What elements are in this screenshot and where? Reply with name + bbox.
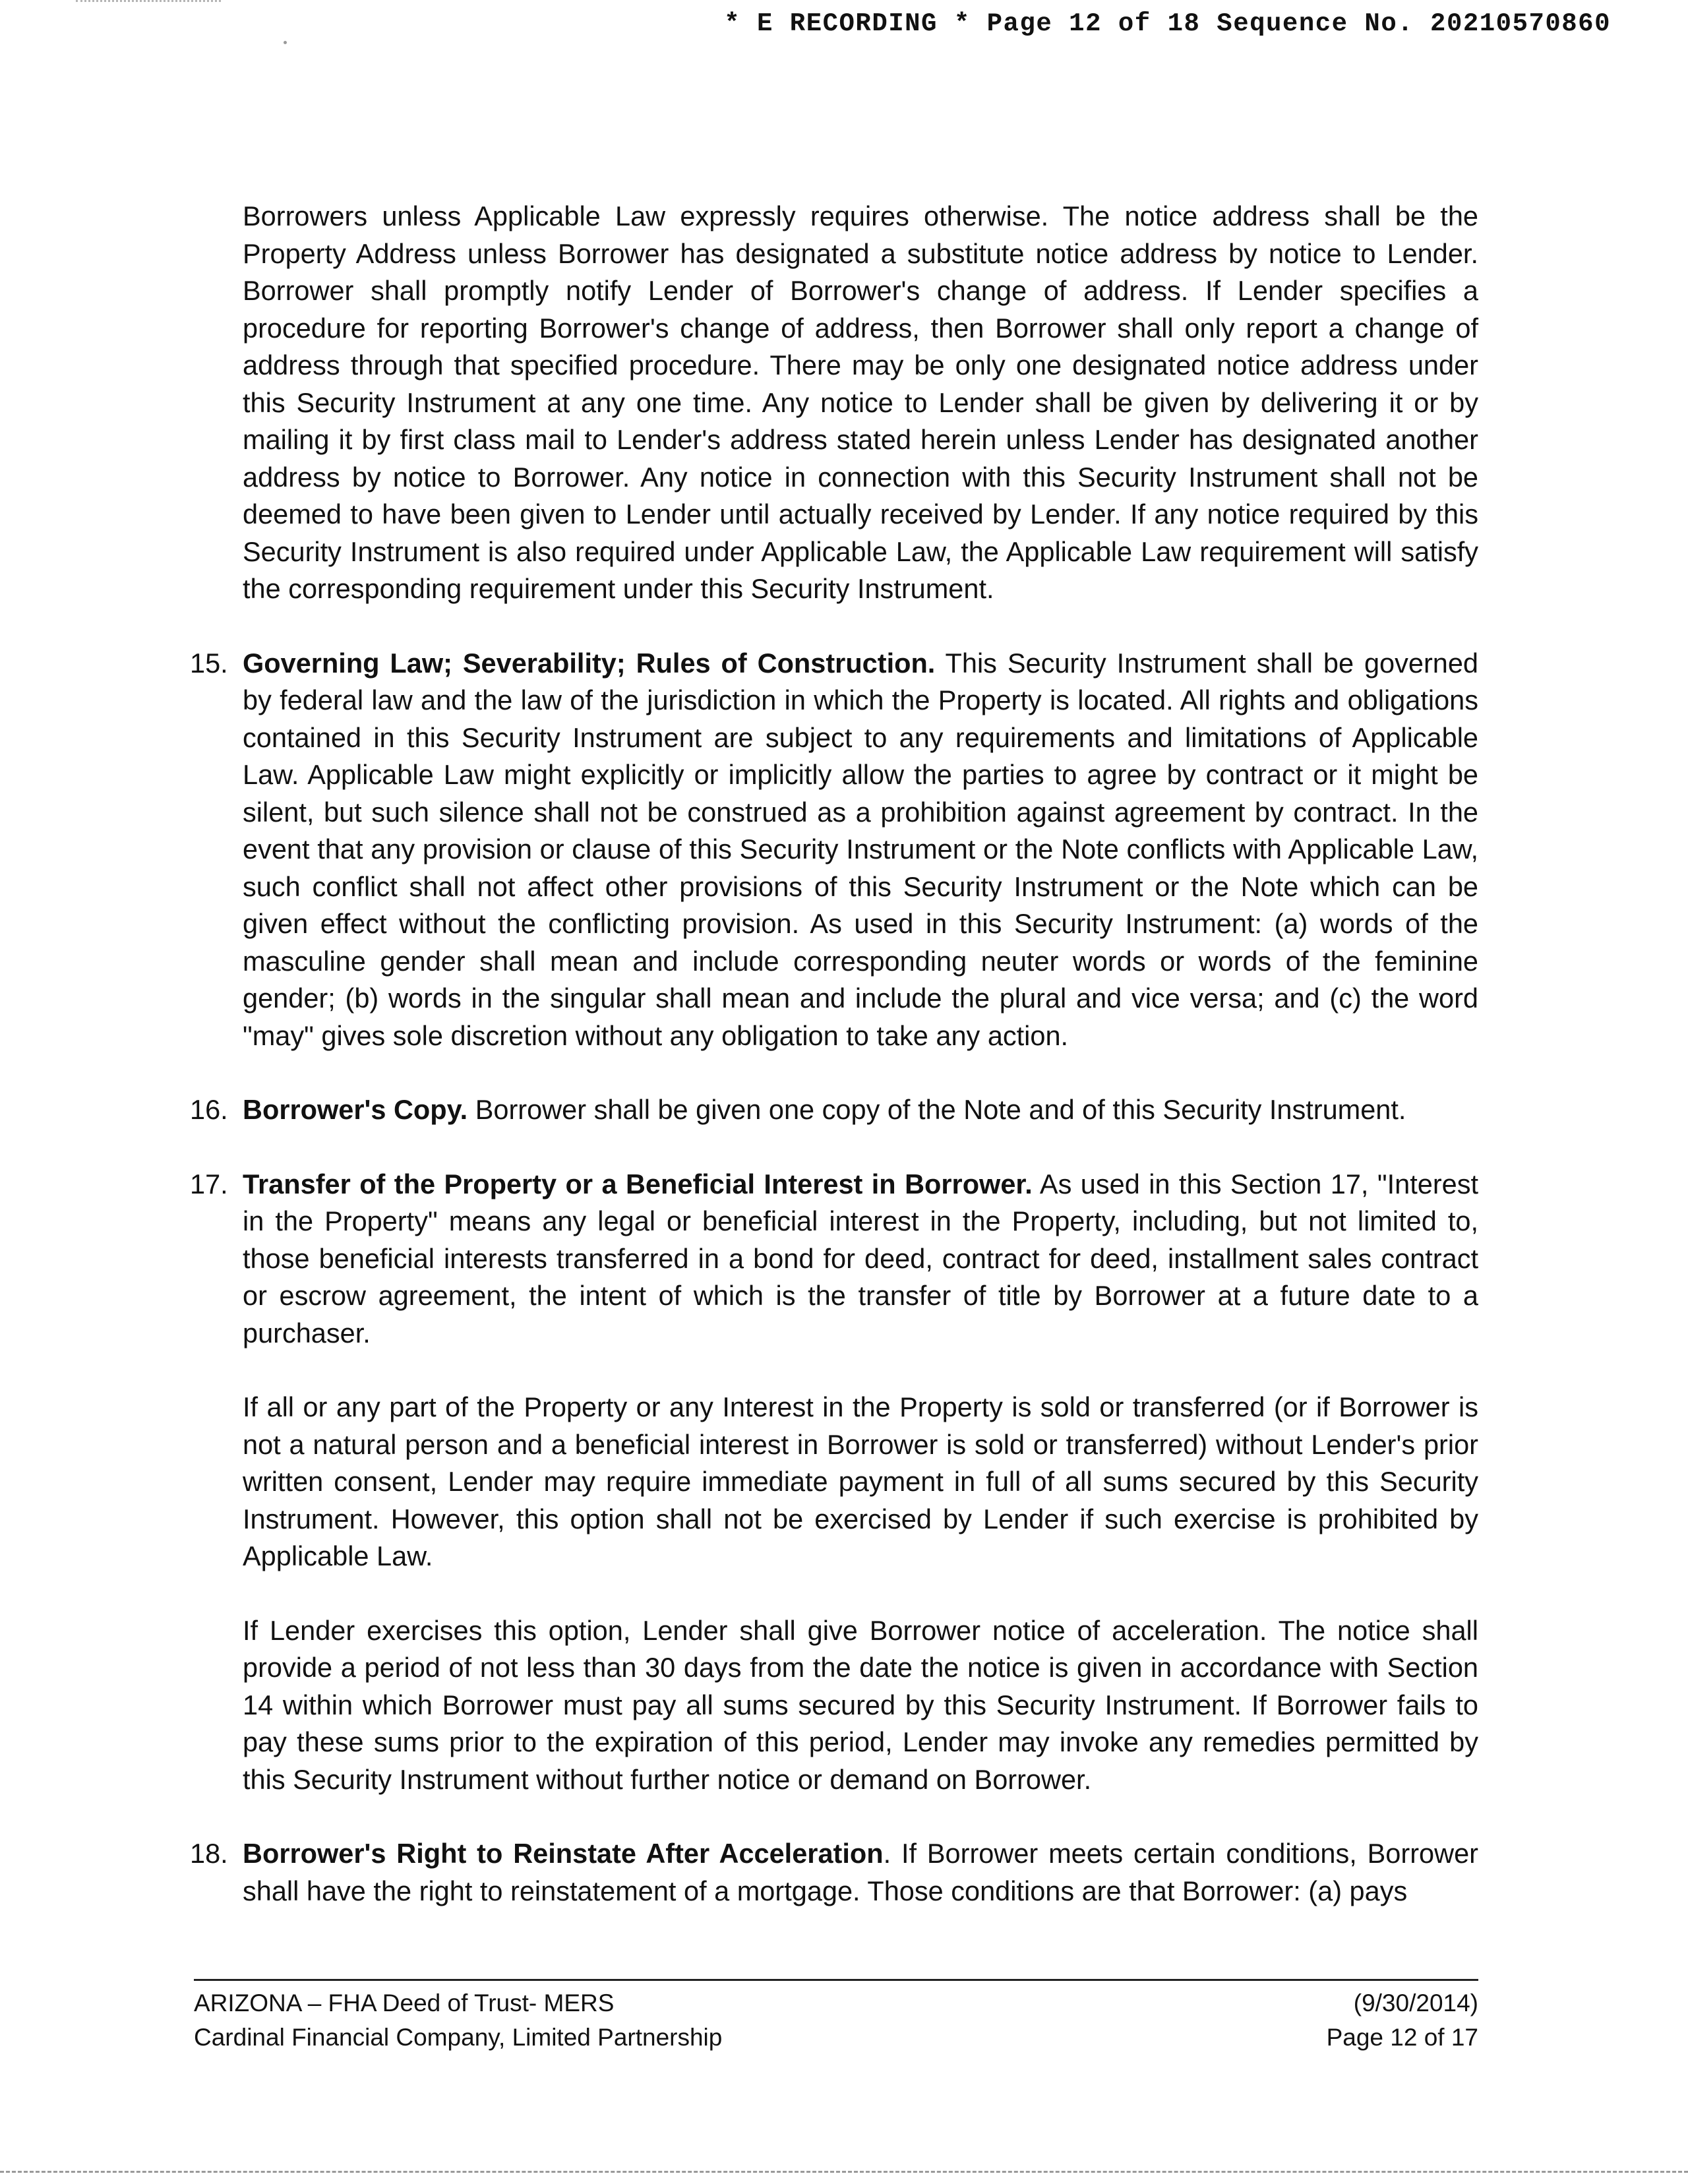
section-body: As used in this Section 17, "Interest in the Property" means any legal or beneficial interest in the Property, including, but not limited to, those beneficial interests transferred in a bond for deed, contract for deed, installment sales contract or escrow agreement, the intent of which is the transfer of title by Borrower at a future date to a purchaser. (243, 1168, 1479, 1349)
section-body: This Security Instrument shall be governed by federal law and the law of the jurisdiction in which the Property is located. All rights and obligations contained in this Security Instrument are subject to any requirements and limitations of Applicable Law. Applicable Law might explicitly or implicitly allow the parties to agree by contract or it might be silent, but such silence shall not be construed as a prohibition against agreement by contract. In the event that any provision or clause of this Security Instrument or the Note conflicts with Applicable Law, such conflict shall not affect other provisions of this Security Instrument or the Note which can be given effect without the conflicting provision. As used in this Security Instrument: (a) words of the masculine gender shall mean and include corresponding neuter words or words of the feminine gender; (b) words in the singular shall mean and include the plural and vice versa; and (c) the word "may" gives sole discretion without any obligation to take any action. (243, 647, 1479, 1051)
section-body: . If Borrower meets certain conditions, Borrower shall have the right to reinstatement of a mortgage. Those conditions are that Borrower: (a) pays (243, 1838, 1478, 1906)
section-17 (190, 1166, 1479, 1799)
section-paragraph (243, 1091, 1478, 1129)
section-title: Transfer of the Property or a Beneficial Interest in Borrower. (243, 1168, 1033, 1199)
section-number: 16. (190, 1094, 228, 1125)
section-number: 17. (190, 1168, 228, 1199)
document-body (190, 198, 1479, 1910)
page-footer (194, 1979, 1478, 2051)
section-15 (190, 645, 1479, 1055)
section-paragraph (243, 1835, 1478, 1910)
section-number: 18. (190, 1838, 228, 1869)
scan-artifact-dot (284, 41, 287, 44)
section-paragraph (243, 645, 1478, 1055)
scan-artifact-top (76, 0, 221, 6)
footer-form-date: (9/30/2014) (1353, 1989, 1478, 2017)
section-subparagraph: If all or any part of the Property or any Interest in the Property is sold or transferred (or if Borrower is not a natural person and a beneficial interest in Borrower is sold or transferred) without Lender's prior written consent, Lender may require immediate payment in full of all sums secured by this Security Instrument. However, this option shall not be exercised by Lender if such exercise is prohibited by Applicable Law. (243, 1391, 1478, 1571)
scan-artifact-bottom (0, 2171, 1688, 2173)
section-16 (190, 1091, 1478, 1129)
section-title: Governing Law; Severability; Rules of Construction. (243, 647, 936, 679)
recording-header: * E RECORDING * Page 12 of 18 Sequence No. 20210570860 (724, 9, 1611, 38)
footer-company: Cardinal Financial Company, Limited Partnership (194, 2024, 723, 2051)
section-subparagraph: If Lender exercises this option, Lender shall give Borrower notice of acceleration. The notice shall provide a period of not less than 30 days from the date the notice is given in accordance with Section 14 within which Borrower must pay all sums secured by this Security Instrument. If Borrower fails to pay these sums prior to the expiration of this period, Lender may invoke any remedies permitted by this Security Instrument without further notice or demand on Borrower. (243, 1614, 1478, 1795)
footer-page-label: Page 12 of 17 (1326, 2024, 1478, 2051)
footer-right (1327, 1986, 1478, 2055)
section-title: Borrower's Right to Reinstate After Acceleration (243, 1838, 884, 1869)
footer-left (194, 1986, 722, 2055)
footer-form-name: ARIZONA – FHA Deed of Trust- MERS (194, 1989, 615, 2017)
section-18 (190, 1835, 1478, 1910)
section-number: 15. (190, 647, 228, 679)
section-paragraph (243, 1166, 1478, 1352)
section-body: Borrower shall be given one copy of the Note and of this Security Instrument. (467, 1094, 1406, 1125)
section-title: Borrower's Copy. (243, 1094, 468, 1125)
intro-paragraph: Borrowers unless Applicable Law expressly requires otherwise. The notice address shall be the Property Address unless Borrower has designated a substitute notice address by notice to Lender. Borrower shall promptly notify Lender of Borrower's change of address. If Lender specifies a procedure for reporting Borrower's change of address, then Borrower shall only report a change of address through that specified procedure. There may be only one designated notice address under this Security Instrument at any one time. Any notice to Lender shall be given by delivering it or by mailing it by first class mail to Lender's address stated herein unless Lender has designated another address by notice to Borrower. Any notice in connection with this Security Instrument shall not be deemed to have been given to Lender until actually received by Lender. If any notice required by this Security Instrument is also required under Applicable Law, the Applicable Law requirement will satisfy the corresponding requirement under this Security Instrument. (243, 200, 1478, 604)
